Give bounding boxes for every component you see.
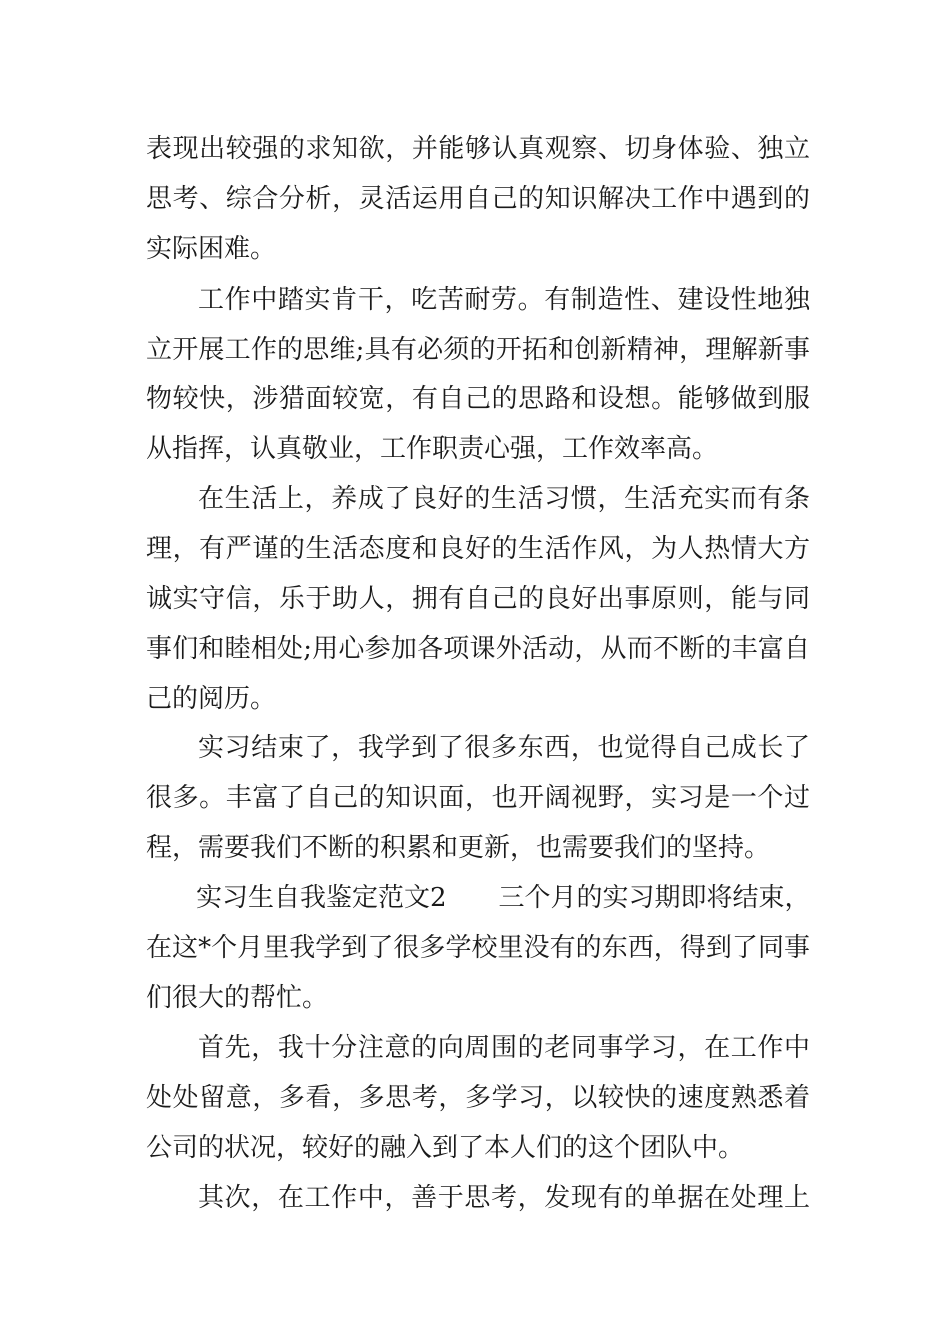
paragraph-first-line: 首先，我十分注意的向周围的老同事学习，在工作中 <box>198 1033 810 1063</box>
text-line: 处处留意，多看，多思考，多学习，以较快的速度熟悉着 <box>146 1083 810 1113</box>
paragraph-first-line: 实习结束了，我学到了很多东西，也觉得自己成长了 <box>198 733 810 763</box>
text-line: 事们和睦相处;用心参加各项课外活动，从而不断的丰富自 <box>146 634 810 664</box>
text-line: 物较快，涉猎面较宽，有自己的思路和设想。能够做到服 <box>146 384 810 414</box>
section-heading-line: 实习生自我鉴定范文2 三个月的实习期即将结束， <box>196 883 811 913</box>
paragraph-first-line: 其次，在工作中，善于思考，发现有的单据在处理上 <box>198 1183 810 1213</box>
text-line: 思考、综合分析，灵活运用自己的知识解决工作中遇到的 <box>146 184 810 214</box>
text-line: 公司的状况，较好的融入到了本人们的这个团队中。 <box>146 1133 745 1163</box>
text-line: 从指挥，认真敬业，工作职责心强，工作效率高。 <box>146 434 719 464</box>
text-line: 很多。丰富了自己的知识面，也开阔视野，实习是一个过 <box>146 783 810 813</box>
text-line: 己的阅历。 <box>146 684 277 714</box>
text-line: 在这*个月里我学到了很多学校里没有的东西，得到了同事 <box>146 933 810 963</box>
text-line: 实际困难。 <box>146 234 277 264</box>
paragraph-first-line: 工作中踏实肯干，吃苦耐劳。有制造性、建设性地独 <box>198 285 810 315</box>
text-line: 表现出较强的求知欲，并能够认真观察、切身体验、独立 <box>146 134 810 164</box>
text-line: 立开展工作的思维;具有必须的开拓和创新精神，理解新事 <box>146 335 810 365</box>
text-line: 理，有严谨的生活态度和良好的生活作风，为人热情大方 <box>146 534 810 564</box>
text-line: 程，需要我们不断的积累和更新，也需要我们的坚持。 <box>146 833 771 863</box>
text-line: 们很大的帮忙。 <box>146 983 329 1013</box>
paragraph-first-line: 在生活上，养成了良好的生活习惯，生活充实而有条 <box>198 484 810 514</box>
text-line: 诚实守信，乐于助人，拥有自己的良好出事原则，能与同 <box>146 584 810 614</box>
